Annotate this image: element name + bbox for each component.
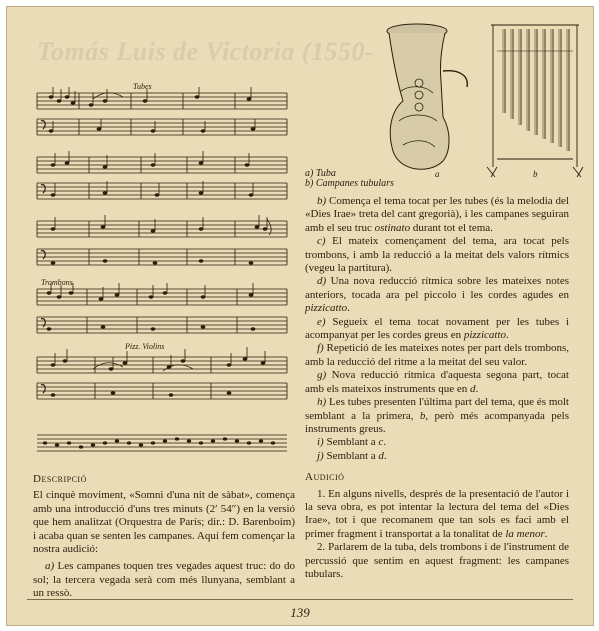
list-item bbox=[305, 195, 569, 235]
staff-system-3 bbox=[37, 221, 287, 265]
caption-bells: b) Campanes tubulars bbox=[305, 178, 394, 189]
list-item-text: Una nova reducció rítmica sobre les mateixes notes anteriors, tocada ara pel piccolo i les cordes agudes en bbox=[305, 275, 569, 301]
list-item bbox=[305, 275, 569, 315]
list-item-label: c) bbox=[317, 235, 326, 248]
list-item bbox=[305, 316, 569, 343]
right-column bbox=[305, 195, 569, 581]
list-item-text: pizzicatto bbox=[463, 329, 506, 342]
list-item-text: Semblant a bbox=[323, 449, 379, 462]
footer-rule bbox=[27, 599, 573, 600]
audicio-paragraph-1 bbox=[305, 488, 569, 542]
list-item-text: El mateix començament del tema, ara tocat pels trombons, i amb la reducció a la meitat dels valors rítmics (vegeu la partitura). bbox=[305, 235, 569, 275]
staff-system-2 bbox=[37, 157, 287, 199]
list-item-label: j) bbox=[317, 449, 324, 462]
figure-label-b: b bbox=[533, 169, 538, 179]
item-a-text: Les campanes toquen tres vegades aquest truc: do do sol; la tercera vegada serà com més llunyana, semblant a un ressò. bbox=[33, 560, 295, 600]
audicio-1-italic: la menor bbox=[505, 527, 545, 540]
list-item-text: c bbox=[378, 436, 384, 449]
list-item bbox=[305, 450, 569, 463]
left-column bbox=[33, 473, 295, 601]
list-item-text: . bbox=[347, 302, 350, 315]
list-item-text: . bbox=[383, 436, 387, 449]
item-a-label: a) bbox=[45, 560, 55, 573]
figure-label-a: a bbox=[435, 169, 440, 179]
list-item-text: Segueix el tema tocat novament per les tubes i acompanyat per les cordes greus en bbox=[305, 315, 569, 342]
list-item-label: i) bbox=[317, 436, 324, 449]
list-item-label: f) bbox=[317, 342, 324, 355]
list-item bbox=[305, 342, 569, 369]
list-item-text: Comença el tema tocat per les tubes (és la melodia del «Dies Irae» treta del cant gregorià), i les campanes seguiran amb el seu truc bbox=[305, 195, 569, 234]
instrument-illustration bbox=[379, 21, 589, 181]
ghost-title-showthrough: Tomás Luis de Victoria (1550- bbox=[37, 37, 375, 66]
score-label-trombons: Trombons bbox=[41, 278, 73, 287]
tuba-icon bbox=[387, 24, 467, 169]
description-items bbox=[305, 195, 569, 463]
music-score bbox=[33, 79, 291, 469]
list-item bbox=[305, 436, 569, 449]
list-item-text: . bbox=[383, 449, 387, 462]
list-item-label: h) bbox=[317, 396, 327, 409]
list-item-text: , però més acompanyada pels instruments greus. bbox=[305, 409, 569, 435]
list-item-text: ostinato bbox=[374, 221, 411, 234]
list-item-text: b bbox=[419, 409, 426, 422]
list-item-text: pizzicatto bbox=[305, 302, 348, 315]
list-item-label: d) bbox=[317, 275, 327, 288]
list-item-text: Nova reducció rítmica d'aquesta segona part, tocat amb els mateixos instruments que en bbox=[305, 369, 569, 395]
list-item-text: Les tubes presenten l'última part del tema, que és molt semblant a la primera, bbox=[305, 396, 569, 422]
list-item-text: Semblant a bbox=[323, 436, 379, 449]
list-item-text: d bbox=[469, 382, 476, 395]
book-page bbox=[6, 6, 594, 626]
list-item bbox=[305, 369, 569, 396]
figure-caption bbox=[305, 169, 394, 189]
audicio-paragraph-2: 2. Parlarem de la tuba, dels trombons i de l'instrument de percussió que sentim en aquest fragment: les campanes tubulars. bbox=[305, 541, 569, 580]
list-item-label: b) bbox=[317, 195, 327, 207]
section-heading-descripcio: Descripció bbox=[33, 473, 87, 485]
list-item-text: Repetició de les mateixes notes per part dels trombons, amb la reducció del ritme a la meitat del seu valor. bbox=[305, 342, 569, 368]
list-item-text: . bbox=[475, 382, 479, 395]
item-a bbox=[33, 560, 295, 600]
score-label-tubes: Tubes bbox=[133, 82, 152, 91]
list-item bbox=[305, 396, 569, 436]
section-heading-audicio: Audició bbox=[305, 471, 345, 484]
list-item bbox=[305, 235, 569, 275]
page-number: 139 bbox=[290, 605, 310, 620]
list-item-label: e) bbox=[317, 315, 326, 328]
list-item-text: durant tot el tema. bbox=[410, 221, 493, 234]
caption-tuba: a) Tuba bbox=[305, 168, 336, 179]
list-item-label: g) bbox=[317, 369, 327, 382]
score-notes bbox=[43, 95, 275, 448]
tubular-bells-icon bbox=[487, 25, 583, 177]
audicio-1-end: . bbox=[544, 527, 548, 540]
list-item-text: . bbox=[506, 329, 509, 342]
audicio-1-text: 1. En alguns nivells, després de la presentació de l'autor i la seva obra, es pot intentar la lectura del tema del «Dies Irae», tot i que recomanem que tan sols es faci amb el primer fragment i transportat a la tonalitat de bbox=[305, 487, 569, 540]
list-item-text: d bbox=[378, 449, 384, 462]
staff-system-5 bbox=[37, 357, 287, 399]
score-label-pizz: Pizz. Violins bbox=[125, 342, 165, 351]
intro-paragraph: El cinquè moviment, «Somni d'una nit de sàbat», comença amb una introducció d'uns tres minuts (2′ 54″) en la versió que hem analitzat (Orquestra de París; dir.: D. Barenboim) i acaba quan se senten les campanes. Aquí fem començar la nostra audició: bbox=[33, 489, 295, 556]
